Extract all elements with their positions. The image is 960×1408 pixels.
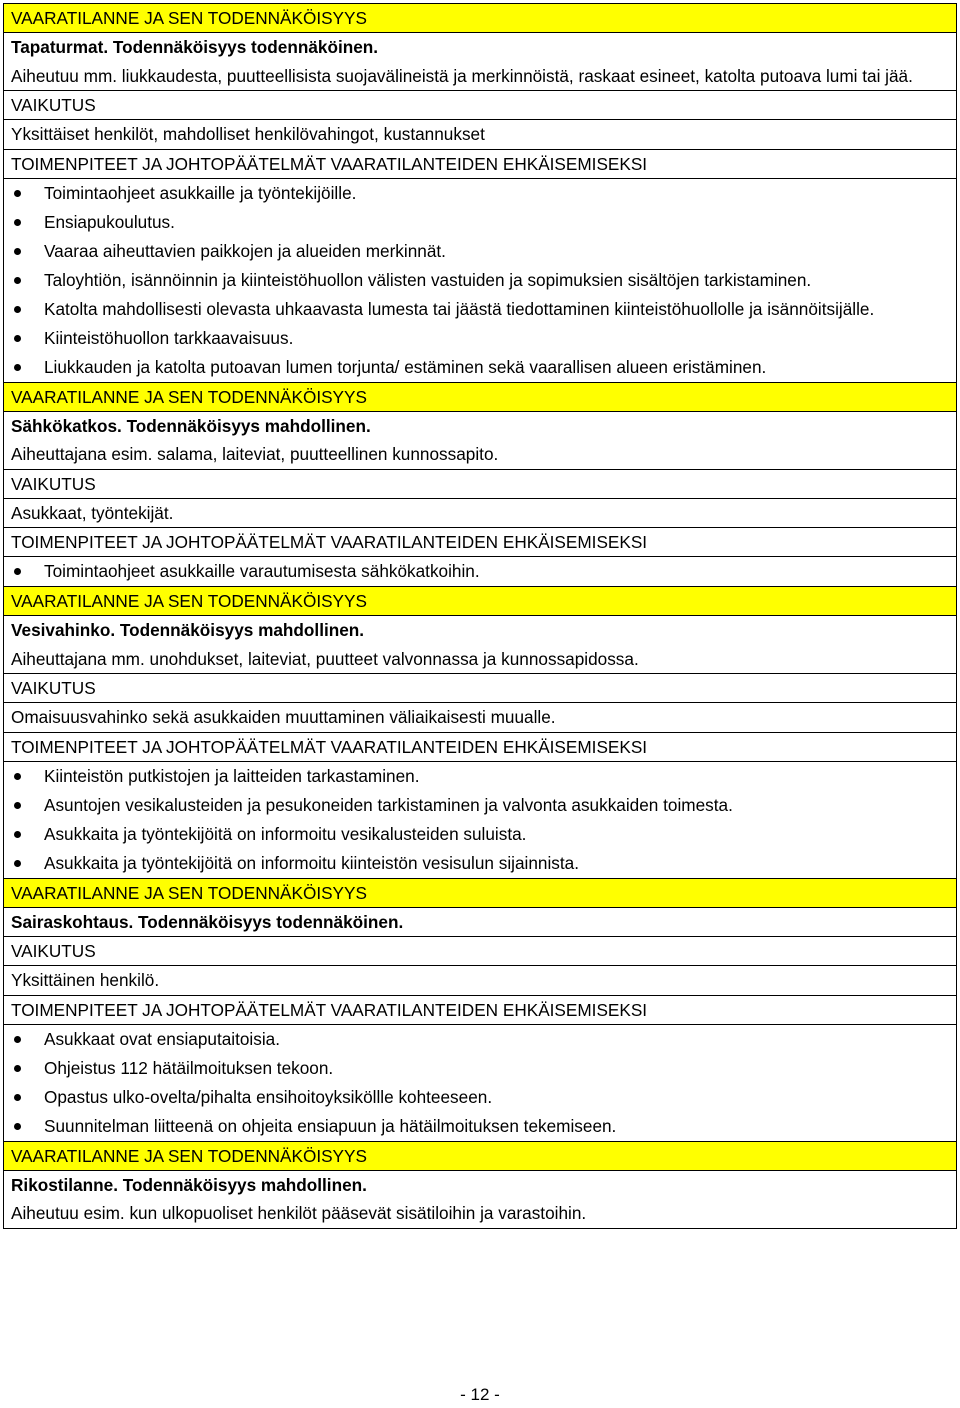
bullet-icon bbox=[14, 306, 21, 313]
bullet-icon bbox=[14, 1094, 21, 1101]
page-number: - 12 - bbox=[460, 1385, 500, 1404]
effect-text: Asukkaat, työntekijät. bbox=[4, 499, 956, 529]
section-heading: VAARATILANNE JA SEN TODENNÄKÖISYYS bbox=[4, 879, 956, 908]
list-item: Asuntojen vesikalusteiden ja pesukoneiden tarkistaminen ja valvonta asukkaiden toimesta. bbox=[11, 791, 950, 820]
bullet-icon bbox=[14, 1123, 21, 1130]
section-body bbox=[4, 616, 956, 674]
section-body bbox=[4, 33, 956, 91]
effect-heading: VAIKUTUS bbox=[4, 674, 956, 703]
bullet-icon bbox=[14, 1065, 21, 1072]
measures-list bbox=[4, 557, 956, 587]
section-body bbox=[4, 412, 956, 470]
bullet-icon bbox=[14, 248, 21, 255]
measures-heading: TOIMENPITEET JA JOHTOPÄÄTELMÄT VAARATILANTEIDEN EHKÄISEMISEKSI bbox=[4, 733, 956, 762]
list-item: Vaaraa aiheuttavien paikkojen ja alueiden merkinnät. bbox=[11, 237, 950, 266]
list-item: Toimintaohjeet asukkaille ja työntekijöille. bbox=[11, 179, 950, 208]
effect-text: Yksittäiset henkilöt, mahdolliset henkilövahingot, kustannukset bbox=[4, 120, 956, 150]
measures-list bbox=[4, 762, 956, 879]
hazard-title: Sairaskohtaus. Todennäköisyys todennäköinen. bbox=[11, 911, 404, 932]
bullet-icon bbox=[14, 190, 21, 197]
bullet-icon bbox=[14, 335, 21, 342]
effect-heading: VAIKUTUS bbox=[4, 470, 956, 499]
list-item: Asukkaita ja työntekijöitä on informoitu vesikalusteiden suluista. bbox=[11, 820, 950, 849]
risk-table bbox=[3, 3, 957, 1229]
hazard-cause: Aiheuttajana mm. unohdukset, laiteviat, puutteet valvonnassa ja kunnossapidossa. bbox=[11, 648, 639, 669]
measures-heading: TOIMENPITEET JA JOHTOPÄÄTELMÄT VAARATILANTEIDEN EHKÄISEMISEKSI bbox=[4, 528, 956, 557]
hazard-title: Vesivahinko. Todennäköisyys mahdollinen. bbox=[11, 620, 365, 640]
section-body bbox=[4, 1171, 956, 1229]
hazard-title: Sähkökatkos. Todennäköisyys mahdollinen. bbox=[11, 415, 371, 436]
section-heading: VAARATILANNE JA SEN TODENNÄKÖISYYS bbox=[4, 1142, 956, 1171]
measures-list bbox=[4, 179, 956, 383]
measures-heading: TOIMENPITEET JA JOHTOPÄÄTELMÄT VAARATILANTEIDEN EHKÄISEMISEKSI bbox=[4, 150, 956, 179]
list-item: Opastus ulko-ovelta/pihalta ensihoitoyksiköllle kohteeseen. bbox=[11, 1083, 950, 1112]
bullet-icon bbox=[14, 568, 21, 575]
measures-heading: TOIMENPITEET JA JOHTOPÄÄTELMÄT VAARATILANTEIDEN EHKÄISEMISEKSI bbox=[4, 996, 956, 1025]
bullet-icon bbox=[14, 219, 21, 226]
measures-list bbox=[4, 1025, 956, 1142]
list-item: Suunnitelman liitteenä on ohjeita ensiapuun ja hätäilmoituksen tekemiseen. bbox=[11, 1112, 950, 1141]
list-item: Asukkaat ovat ensiaputaitoisia. bbox=[11, 1025, 950, 1054]
effect-heading: VAIKUTUS bbox=[4, 937, 956, 966]
section-body bbox=[4, 908, 956, 938]
section-heading: VAARATILANNE JA SEN TODENNÄKÖISYYS bbox=[4, 383, 956, 412]
list-item: Katolta mahdollisesti olevasta uhkaavasta lumesta tai jäästä tiedottaminen kiinteistöhuollolle ja isännöitsijälle. bbox=[11, 295, 950, 324]
bullet-icon bbox=[14, 277, 21, 284]
list-item: Liukkauden ja katolta putoavan lumen torjunta/ estäminen sekä vaarallisen alueen eristäminen. bbox=[11, 353, 950, 382]
hazard-cause: Aiheutuu esim. kun ulkopuoliset henkilöt pääsevät sisätiloihin ja varastoihin. bbox=[11, 1203, 587, 1223]
hazard-title: Tapaturmat. Todennäköisyys todennäköinen. bbox=[11, 37, 379, 57]
section-heading: VAARATILANNE JA SEN TODENNÄKÖISYYS bbox=[4, 587, 956, 616]
list-item: Toimintaohjeet asukkaille varautumisesta sähkökatkoihin. bbox=[11, 557, 950, 586]
list-item: Kiinteistön putkistojen ja laitteiden tarkastaminen. bbox=[11, 762, 950, 791]
bullet-icon bbox=[14, 831, 21, 838]
bullet-icon bbox=[14, 364, 21, 371]
list-item: Ensiapukoulutus. bbox=[11, 208, 950, 237]
bullet-icon bbox=[14, 802, 21, 809]
hazard-cause: Aiheutuu mm. liukkaudesta, puutteellisista suojavälineistä ja merkinnöistä, raskaat esineet, katolta putoava lumi tai jää. bbox=[11, 65, 913, 86]
hazard-cause: Aiheuttajana esim. salama, laiteviat, puutteellinen kunnossapito. bbox=[11, 444, 499, 464]
bullet-icon bbox=[14, 860, 21, 867]
list-item: Asukkaita ja työntekijöitä on informoitu kiinteistön vesisulun sijainnista. bbox=[11, 849, 950, 878]
effect-text: Yksittäinen henkilö. bbox=[4, 966, 956, 996]
section-heading: VAARATILANNE JA SEN TODENNÄKÖISYYS bbox=[4, 4, 956, 33]
effect-heading: VAIKUTUS bbox=[4, 91, 956, 120]
effect-text: Omaisuusvahinko sekä asukkaiden muuttaminen väliaikaisesti muualle. bbox=[4, 703, 956, 733]
bullet-icon bbox=[14, 773, 21, 780]
hazard-title: Rikostilanne. Todennäköisyys mahdollinen. bbox=[11, 1174, 367, 1195]
list-item: Kiinteistöhuollon tarkkaavaisuus. bbox=[11, 324, 950, 353]
list-item: Taloyhtiön, isännöinnin ja kiinteistöhuollon välisten vastuiden ja sopimuksien sisältöjen tarkistaminen. bbox=[11, 266, 950, 295]
list-item: Ohjeistus 112 hätäilmoituksen tekoon. bbox=[11, 1054, 950, 1083]
bullet-icon bbox=[14, 1036, 21, 1043]
